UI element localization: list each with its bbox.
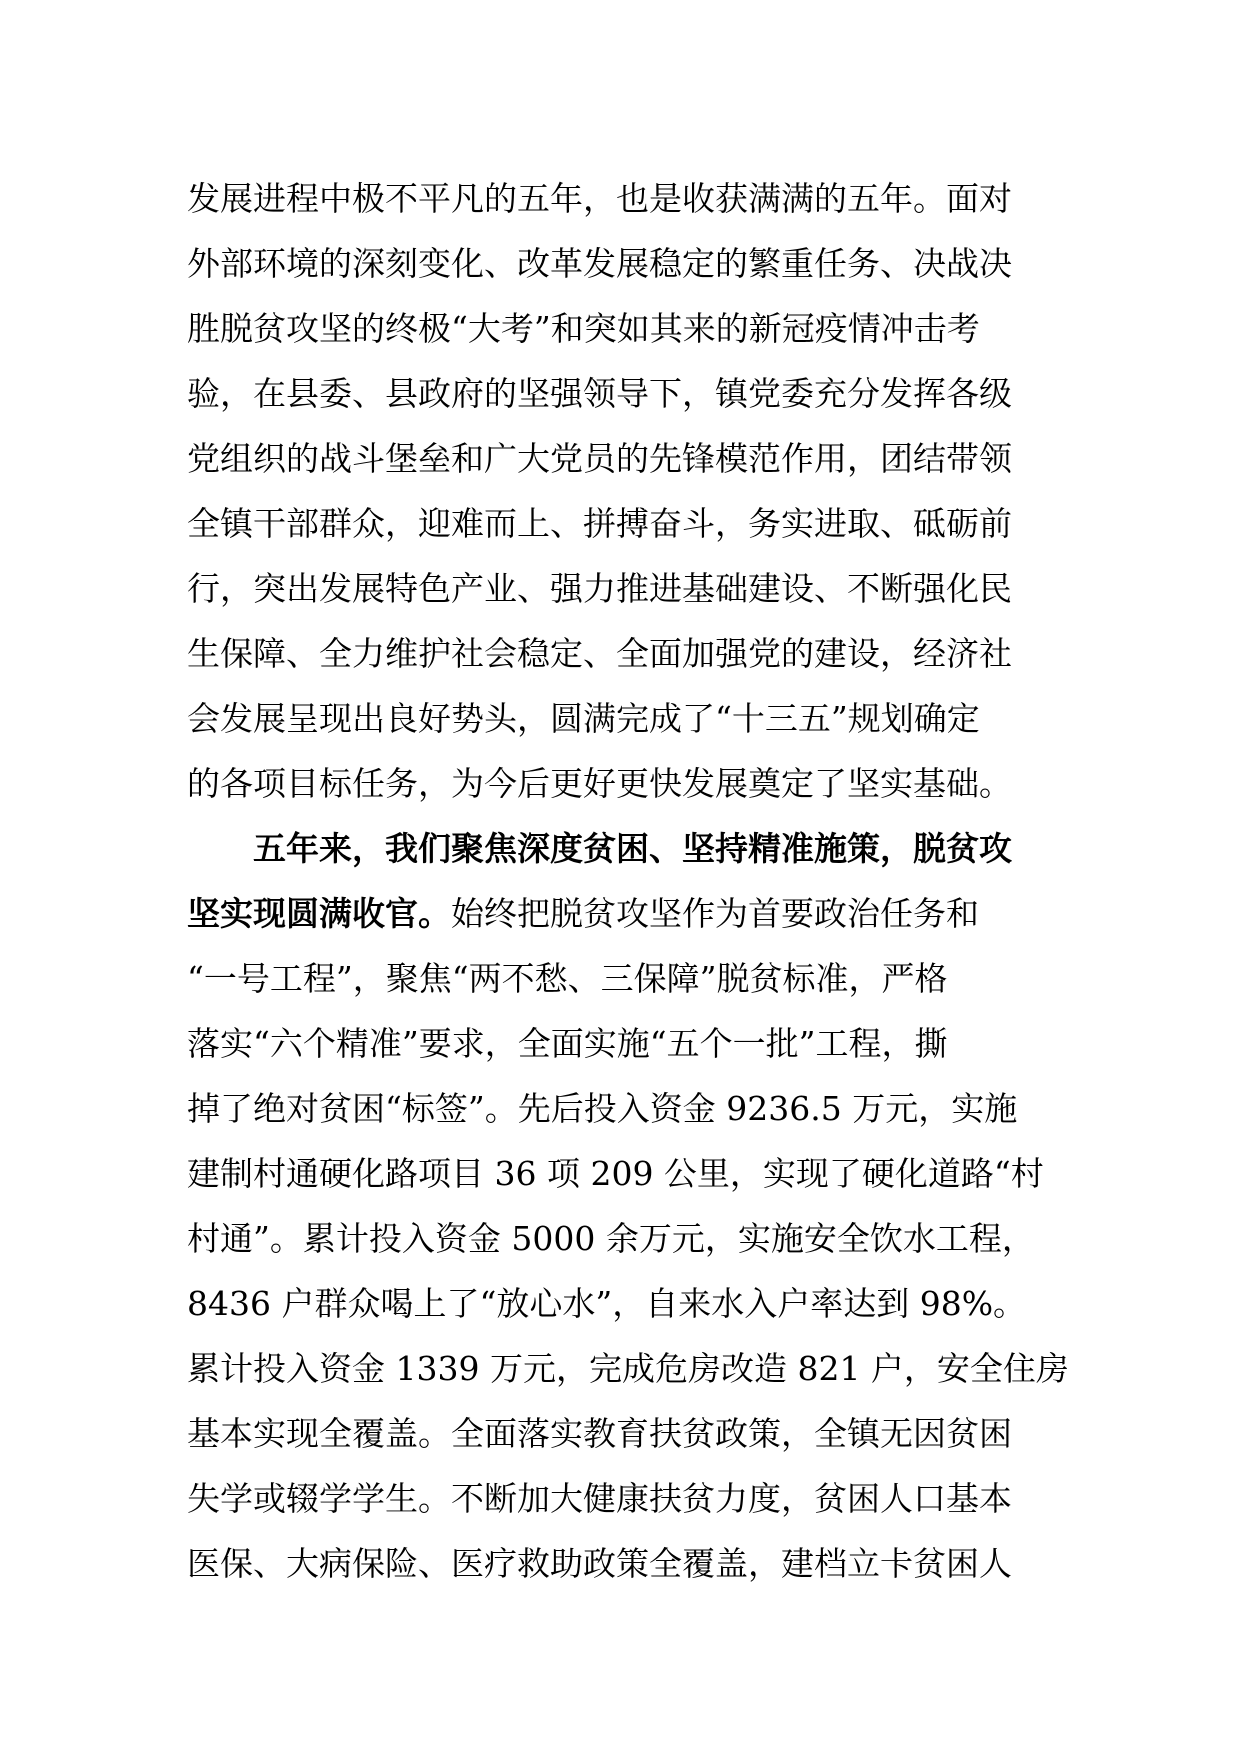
paragraph-2-bold-heading-end: 坚实现圆满收官。: [187, 894, 451, 933]
paragraph-2-line: “一号工程”，聚焦“两不愁、三保障”脱贫标准，严格: [187, 959, 948, 998]
paragraph-2: [187, 816, 1087, 1596]
paragraph-1-line: 党组织的战斗堡垒和广大党员的先锋模范作用，团结带领: [187, 439, 1012, 478]
paragraph-2-line: 医保、大病保险、医疗救助政策全覆盖，建档立卡贫困人: [187, 1544, 1012, 1583]
paragraph-2-line-text: 始终把脱贫攻坚作为首要政治任务和: [451, 894, 979, 933]
document-body: [187, 166, 1087, 1596]
paragraph-1-line: 行，突出发展特色产业、强力推进基础建设、不断强化民: [187, 569, 1012, 608]
paragraph-2-mixed-line: [187, 881, 1087, 946]
paragraph-2-bold-heading-line: 五年来，我们聚焦深度贫困、坚持精准施策，脱贫攻: [253, 829, 1012, 868]
paragraph-2-line: 掉了绝对贫困“标签”。先后投入资金 9236.5 万元，实施: [187, 1089, 1018, 1128]
paragraph-2-line: 村通”。累计投入资金 5000 余万元，实施安全饮水工程，: [187, 1219, 1035, 1258]
paragraph-1-line: 会发展呈现出良好势头，圆满完成了“十三五”规划确定: [187, 699, 980, 738]
paragraph-1-line: 全镇干部群众，迎难而上、拼搏奋斗，务实进取、砥砺前: [187, 504, 1012, 543]
paragraph-1-line: 外部环境的深刻变化、改革发展稳定的繁重任务、决战决: [187, 244, 1012, 283]
paragraph-2-line: 失学或辍学学生。不断加大健康扶贫力度，贫困人口基本: [187, 1479, 1012, 1518]
paragraph-1-line: 生保障、全力维护社会稳定、全面加强党的建设，经济社: [187, 634, 1012, 673]
paragraph-1-line: 发展进程中极不平凡的五年，也是收获满满的五年。面对: [187, 179, 1012, 218]
paragraph-1-line: 胜脱贫攻坚的终极“大考”和突如其来的新冠疫情冲击考: [187, 309, 980, 348]
paragraph-2-line: 建制村通硬化路项目 36 项 209 公里，实现了硬化道路“村: [187, 1154, 1044, 1193]
paragraph-2-line: 基本实现全覆盖。全面落实教育扶贫政策，全镇无因贫困: [187, 1414, 1012, 1453]
paragraph-1-line: 验，在县委、县政府的坚强领导下，镇党委充分发挥各级: [187, 374, 1012, 413]
paragraph-2-line: 落实“六个精准”要求，全面实施“五个一批”工程，撕: [187, 1024, 948, 1063]
paragraph-2-line: 累计投入资金 1339 万元，完成危房改造 821 户，安全住房: [187, 1349, 1069, 1388]
paragraph-1: [187, 166, 1087, 816]
paragraph-2-line: 8436 户群众喝上了“放心水”，自来水入户率达到 98%。: [187, 1284, 1027, 1323]
paragraph-1-line: 的各项目标任务，为今后更好更快发展奠定了坚实基础。: [187, 764, 1012, 803]
